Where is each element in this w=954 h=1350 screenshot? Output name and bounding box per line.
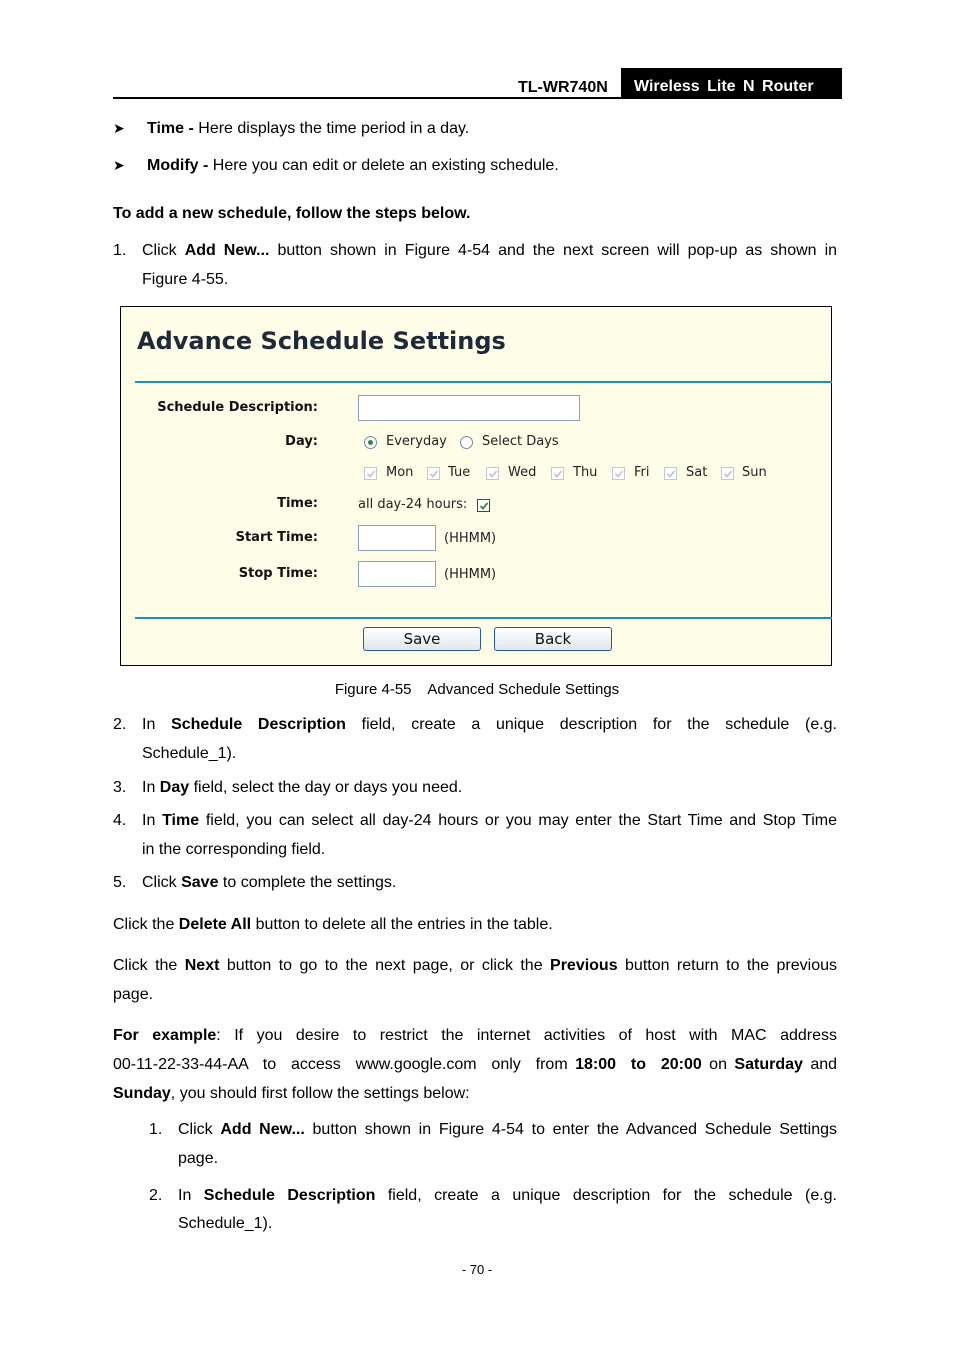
stop-time-input[interactable] [358,561,436,587]
start-time-input[interactable] [358,525,436,551]
all-day-label: all day-24 hours: [358,497,468,512]
steps-heading: To add a new schedule, follow the steps below. [113,205,471,222]
example-step-1-text: Click Add New... button shown in Figure 4-54 to enter the Advanced Schedule Settings [178,1121,838,1138]
radio-select-days[interactable] [460,436,473,449]
time-label: Time: [277,496,318,511]
day-label-tue: Tue [448,465,471,480]
step-2-cont: Schedule_1). [142,745,237,762]
radio-everyday-label: Everyday [386,434,447,449]
next-previous-paragraph: Click the Next button to go to the next page, or click the Previous button return to the previous [113,957,838,974]
step-number: 1. [113,242,127,259]
day-label-sun: Sun [742,465,767,480]
step-3-text: In Day field, select the day or days you need. [142,779,463,796]
day-label-mon: Mon [386,465,414,480]
start-time-format: (HHMM) [444,531,497,546]
start-time-label: Start Time: [235,530,318,545]
example-line-2: 00-11-22-33-44-AA to access www.google.com only from 18:00 to 20:00 on Saturday and [113,1056,838,1073]
delete-all-paragraph: Click the Delete All button to delete all the entries in the table. [113,916,553,933]
day-label-sat: Sat [686,465,708,480]
all-day-checkbox[interactable] [477,499,490,512]
step-number: 3. [113,779,127,796]
page-number: - 70 - [461,1262,493,1277]
day-checkbox-mon[interactable] [364,467,377,480]
example-line-3: Sunday, you should first follow the settings below: [113,1085,470,1102]
step-4-text: In Time field, you can select all day-24 hours or you may enter the Start Time and Stop Time [142,812,837,829]
example-step-1-cont: page. [178,1150,219,1167]
bullet-time: Time - Here displays the time period in a day. [147,120,470,137]
step-5-text: Click Save to complete the settings. [142,874,397,891]
header-rule [113,97,842,99]
arrow-bullet-icon: ➤ [113,157,125,173]
schedule-description-label: Schedule Description: [157,400,318,415]
footer-rule [135,617,832,619]
arrow-bullet-icon: ➤ [113,120,125,136]
day-label-thu: Thu [573,465,598,480]
next-previous-cont: page. [113,986,154,1003]
step-1-text: Click Add New... button shown in Figure 4-54 and the next screen will pop-up as shown in [142,242,838,259]
day-checkbox-wed[interactable] [486,467,499,480]
stop-time-label: Stop Time: [238,566,318,581]
step-2-text: In Schedule Description field, create a unique description for the schedule (e.g. [142,716,838,733]
day-label-fri: Fri [634,465,650,480]
day-checkbox-thu[interactable] [551,467,564,480]
back-button[interactable]: Back [494,627,612,651]
day-checkbox-sat[interactable] [664,467,677,480]
stop-time-format: (HHMM) [444,567,497,582]
day-checkbox-sun[interactable] [721,467,734,480]
bullet-modify: Modify - Here you can edit or delete an existing schedule. [147,157,559,174]
schedule-description-input[interactable] [358,395,580,421]
figure-caption: Figure 4-55 Advanced Schedule Settings [334,681,620,698]
save-button[interactable]: Save [363,627,481,651]
example-step-2-cont: Schedule_1). [178,1215,273,1232]
figure-title: Advance Schedule Settings [137,327,506,355]
header-model: TL-WR740N [518,79,608,96]
example-step-2-text: In Schedule Description field, create a unique description for the schedule (e.g. [178,1187,838,1204]
example-step-number: 1. [149,1121,163,1138]
radio-select-days-label: Select Days [482,434,559,449]
day-checkbox-tue[interactable] [427,467,440,480]
step-4-cont: in the corresponding field. [142,841,326,858]
example-line-1: For example: If you desire to restrict the internet activities of host with MAC address [113,1027,838,1044]
step-number: 5. [113,874,127,891]
day-checkbox-fri[interactable] [612,467,625,480]
example-step-number: 2. [149,1187,163,1204]
title-rule [135,381,832,383]
step-number: 2. [113,716,127,733]
advance-schedule-settings-figure [120,306,832,666]
step-1-cont: Figure 4-55. [142,271,229,288]
day-label-wed: Wed [508,465,537,480]
day-label: Day: [285,434,318,449]
radio-everyday[interactable] [364,436,377,449]
step-number: 4. [113,812,127,829]
header-product: Wireless Lite N Router [621,68,842,99]
